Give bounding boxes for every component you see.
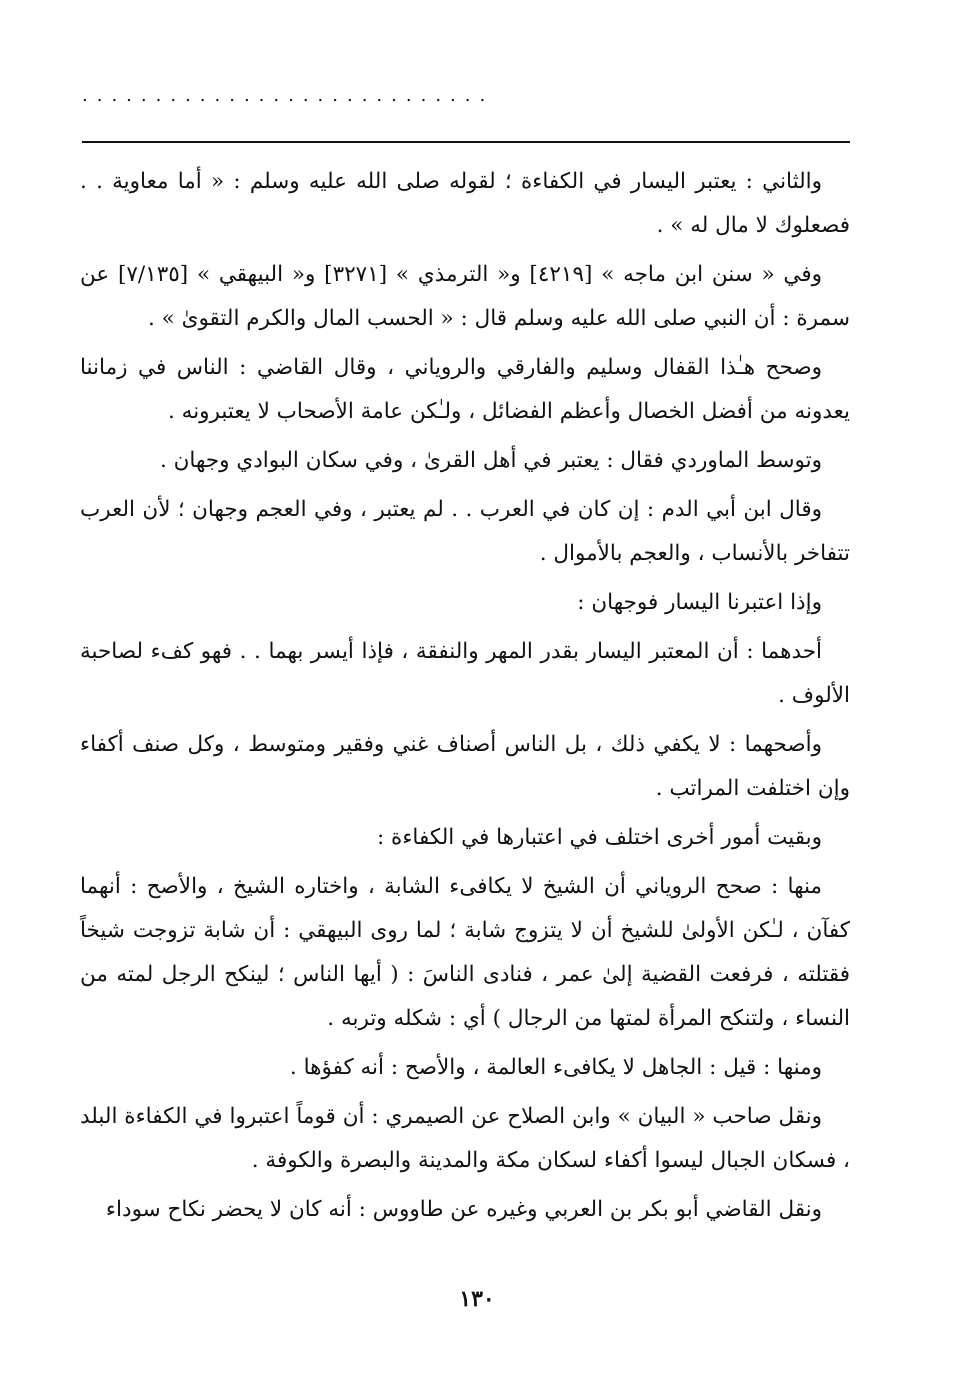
paragraph: والثاني : يعتبر اليسار في الكفاءة ؛ لقوله صلى الله عليه وسلم : « أما معاوية . . فصعلوك لا مال له » . xyxy=(80,169,850,238)
paragraph: وصحح هـٰذا القفال وسليم والفارقي والروياني ، وقال القاضي : الناس في زماننا يعدونه من أفضل الخصال وأعظم الفضائل ، ولـٰكن عامة الأصحاب لا يعتبرونه . xyxy=(80,355,850,424)
page-number: ١٣٠ xyxy=(459,1286,495,1312)
paragraph: ومنها : قيل : الجاهل لا يكافىء العالمة ، والأصح : أنه كفؤها . xyxy=(289,1055,822,1080)
paragraph: وأصحهما : لا يكفي ذلك ، بل الناس أصناف غني وفقير ومتوسط ، وكل صنف أكفاء وإن اختلفت المراتب . xyxy=(80,732,850,801)
paragraph: وقال ابن أبي الدم : إن كان في العرب . . لم يعتبر ، وفي العجم وجهان ؛ لأن العرب تتفاخر بالأنساب ، والعجم بالأموال . xyxy=(80,497,850,566)
paragraph: وتوسط الماوردي فقال : يعتبر في أهل القرىٰ ، وفي سكان البوادي وجهان . xyxy=(159,448,822,473)
body-text xyxy=(80,160,850,1237)
dotted-separator: ............................ xyxy=(82,85,495,106)
paragraph: أحدهما : أن المعتبر اليسار بقدر المهر والنفقة ، فإذا أيسر بهما . . فهو كفء لصاحبة الألوف . xyxy=(80,639,850,708)
paragraph: وإذا اعتبرنا اليسار فوجهان : xyxy=(577,590,822,615)
paragraph: ونقل القاضي أبو بكر بن العربي وغيره عن طاووس : أنه كان لا يحضر نكاح سوداء xyxy=(105,1197,822,1222)
paragraph: وفي « سنن ابن ماجه » [٤٢١٩] و« الترمذي » [٣٢٧١] و« البيهقي » [٧/١٣٥] عن سمرة : أن النبي صلى الله عليه وسلم قال : « الحسب المال والكرم التقوىٰ » . xyxy=(80,262,850,331)
paragraph: ونقل صاحب « البيان » وابن الصلاح عن الصيمري : أن قوماً اعتبروا في الكفاءة البلد ، فسكان الجبال ليسوا أكفاء لسكان مكة والمدينة والبصرة والكوفة . xyxy=(80,1104,850,1173)
header-rule xyxy=(82,141,850,143)
paragraph: وبقيت أمور أخرى اختلف في اعتبارها في الكفاءة : xyxy=(376,825,822,850)
paragraph: منها : صحح الروياني أن الشيخ لا يكافىء الشابة ، واختاره الشيخ ، والأصح : أنهما كفآن ، لـٰكن الأولىٰ للشيخ أن لا يتزوج شابة ؛ لما روى البيهقي : أن شابة تزوجت شيخاً فقتلته ، فرفعت القضية إلىٰ عمر ، فنادى الناسَ : ( أيها الناس ؛ لينكح الرجل لمته من النساء ، ولتنكح المرأة لمتها من الرجال ) أي : شكله وتربه . xyxy=(80,874,850,1031)
